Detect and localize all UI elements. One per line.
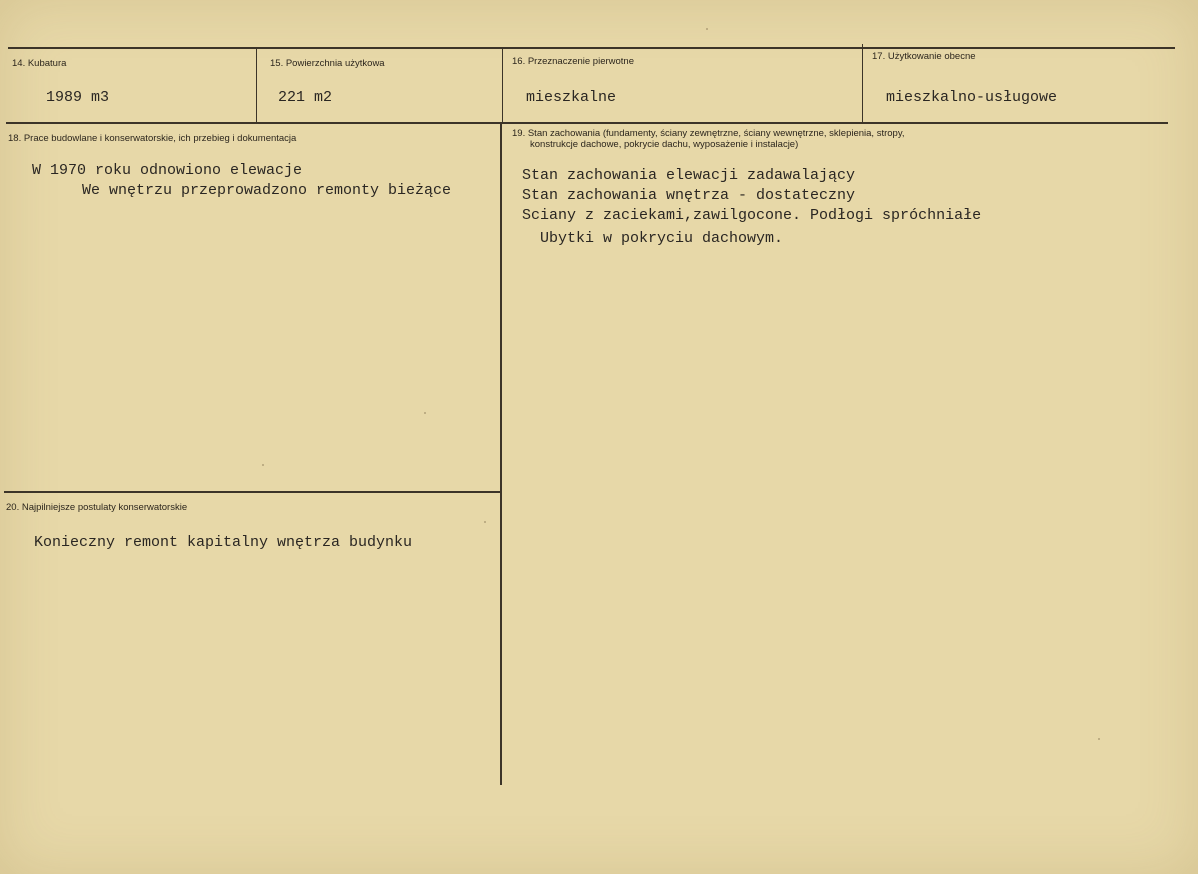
field-19-label-line-1: 19. Stan zachowania (fundamenty, ściany zewnętrzne, ściany wewnętrzne, sklepienia, stropy, <box>512 128 905 139</box>
row1-bottom-rule <box>6 122 1168 124</box>
paper-speck <box>706 28 708 30</box>
field-19-line-4: Ubytki w pokryciu dachowym. <box>540 230 784 247</box>
field-19-line-2: Stan zachowania wnętrza - dostateczny <box>522 187 856 204</box>
field-19-label-line-2: konstrukcje dachowe, pokrycie dachu, wyposażenie i instalacje) <box>530 139 799 150</box>
field-20-label: 20. Najpilniejsze postulaty konserwatorskie <box>6 502 188 513</box>
divider-15-16 <box>502 48 503 123</box>
paper-speck <box>484 521 486 523</box>
top-rule <box>8 47 1175 49</box>
field-16-label: 16. Przeznaczenie pierwotne <box>512 56 634 67</box>
field-19-line-3: Sciany z zaciekami,zawilgocone. Podłogi spróchniałe <box>522 207 982 224</box>
field-19-line-1: Stan zachowania elewacji zadawalający <box>522 167 856 184</box>
field-15-label: 15. Powierzchnia użytkowa <box>270 58 385 69</box>
divider-16-17 <box>862 44 863 122</box>
divider-14-15 <box>256 48 257 123</box>
field-14-label: 14. Kubatura <box>12 58 67 69</box>
paper-speck <box>262 464 264 466</box>
field-17-label: 17. Użytkowanie obecne <box>872 51 976 62</box>
divider-main <box>500 123 502 785</box>
field-14-value: 1989 m3 <box>46 89 110 106</box>
field-18-line-1: W 1970 roku odnowiono elewacje <box>32 162 303 179</box>
field-18-label: 18. Prace budowlane i konserwatorskie, ich przebieg i dokumentacja <box>8 133 297 144</box>
field-15-value: 221 m2 <box>278 89 333 106</box>
paper-speck <box>1098 738 1100 740</box>
paper-speck <box>424 412 426 414</box>
field-17-value: mieszkalno-usługowe <box>886 89 1058 106</box>
section18-bottom-rule <box>4 491 500 493</box>
field-20-value: Konieczny remont kapitalny wnętrza budynku <box>34 534 413 551</box>
field-18-line-2: We wnętrzu przeprowadzono remonty bieżące <box>82 182 452 199</box>
field-16-value: mieszkalne <box>526 89 617 106</box>
